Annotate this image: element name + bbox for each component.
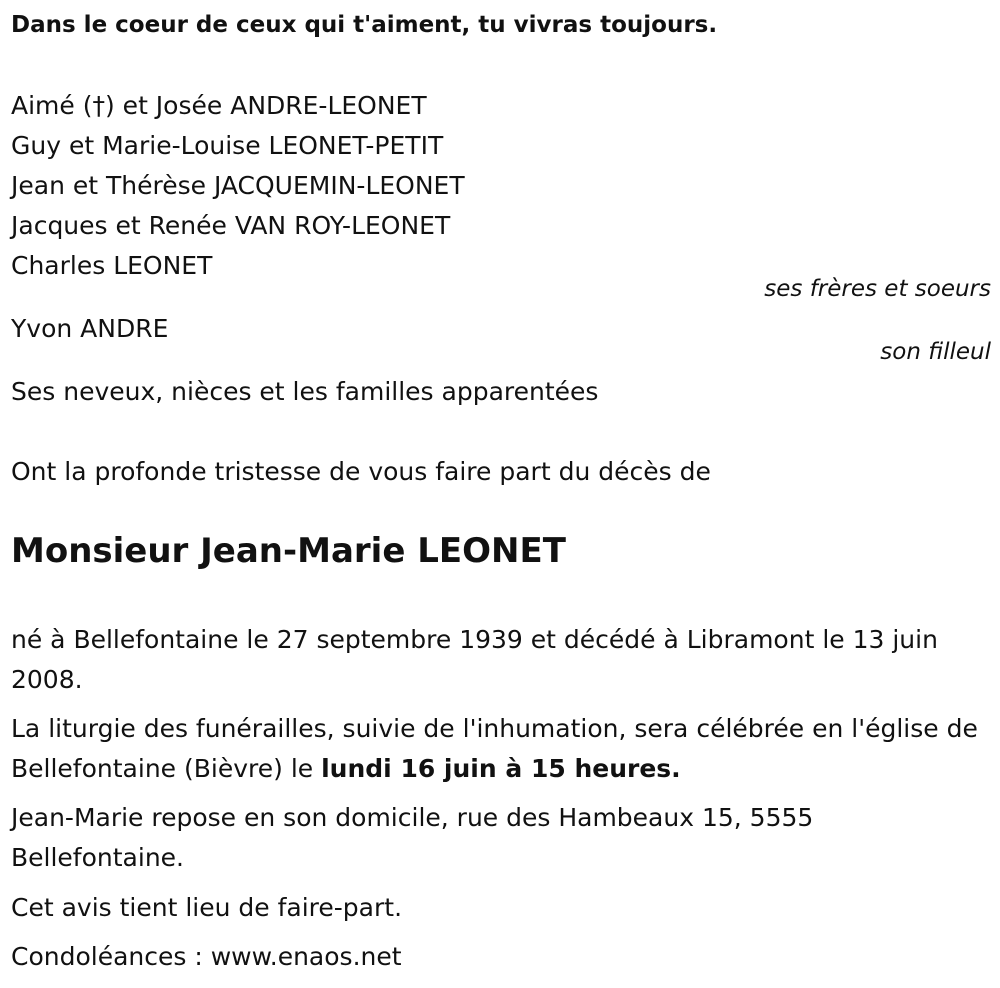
family-line-5: Charles LEONET xyxy=(11,251,213,280)
repose-paragraph: Jean-Marie repose en son domicile, rue des Hambeaux 15, 5555 Bellefontaine. xyxy=(11,803,814,872)
family-line-1: Aimé (†) et Josée ANDRE-LEONET xyxy=(11,91,427,120)
condolences-line: Condoléances : www.enaos.net xyxy=(11,942,402,971)
funeral-text: La liturgie des funérailles, suivie de l'inhumation, sera célébrée en l'église de Bellefontaine (Bièvre) le xyxy=(11,714,978,783)
siblings-caption: ses frères et soeurs xyxy=(764,276,991,302)
godson-name: Yvon ANDRE xyxy=(11,314,169,343)
notice-paragraph: Cet avis tient lieu de faire-part. xyxy=(11,893,403,922)
funeral-paragraph xyxy=(11,709,991,789)
family-line-3: Jean et Thérèse JACQUEMIN-LEONET xyxy=(11,171,465,200)
funeral-date: lundi 16 juin à 15 heures. xyxy=(321,754,681,783)
godson-caption: son filleul xyxy=(880,339,991,365)
family-line-4: Jacques et Renée VAN ROY-LEONET xyxy=(11,211,451,240)
family-line-2: Guy et Marie-Louise LEONET-PETIT xyxy=(11,131,444,160)
deceased-name: Monsieur Jean-Marie LEONET xyxy=(11,531,566,571)
announcement-line: Ont la profonde tristesse de vous faire part du décès de xyxy=(11,457,711,486)
relatives-line: Ses neveux, nièces et les familles apparentées xyxy=(11,377,599,406)
birth-death-paragraph: né à Bellefontaine le 27 septembre 1939 et décédé à Libramont le 13 juin 2008. xyxy=(11,625,938,694)
motto: Dans le coeur de ceux qui t'aiment, tu vivras toujours. xyxy=(11,12,718,38)
